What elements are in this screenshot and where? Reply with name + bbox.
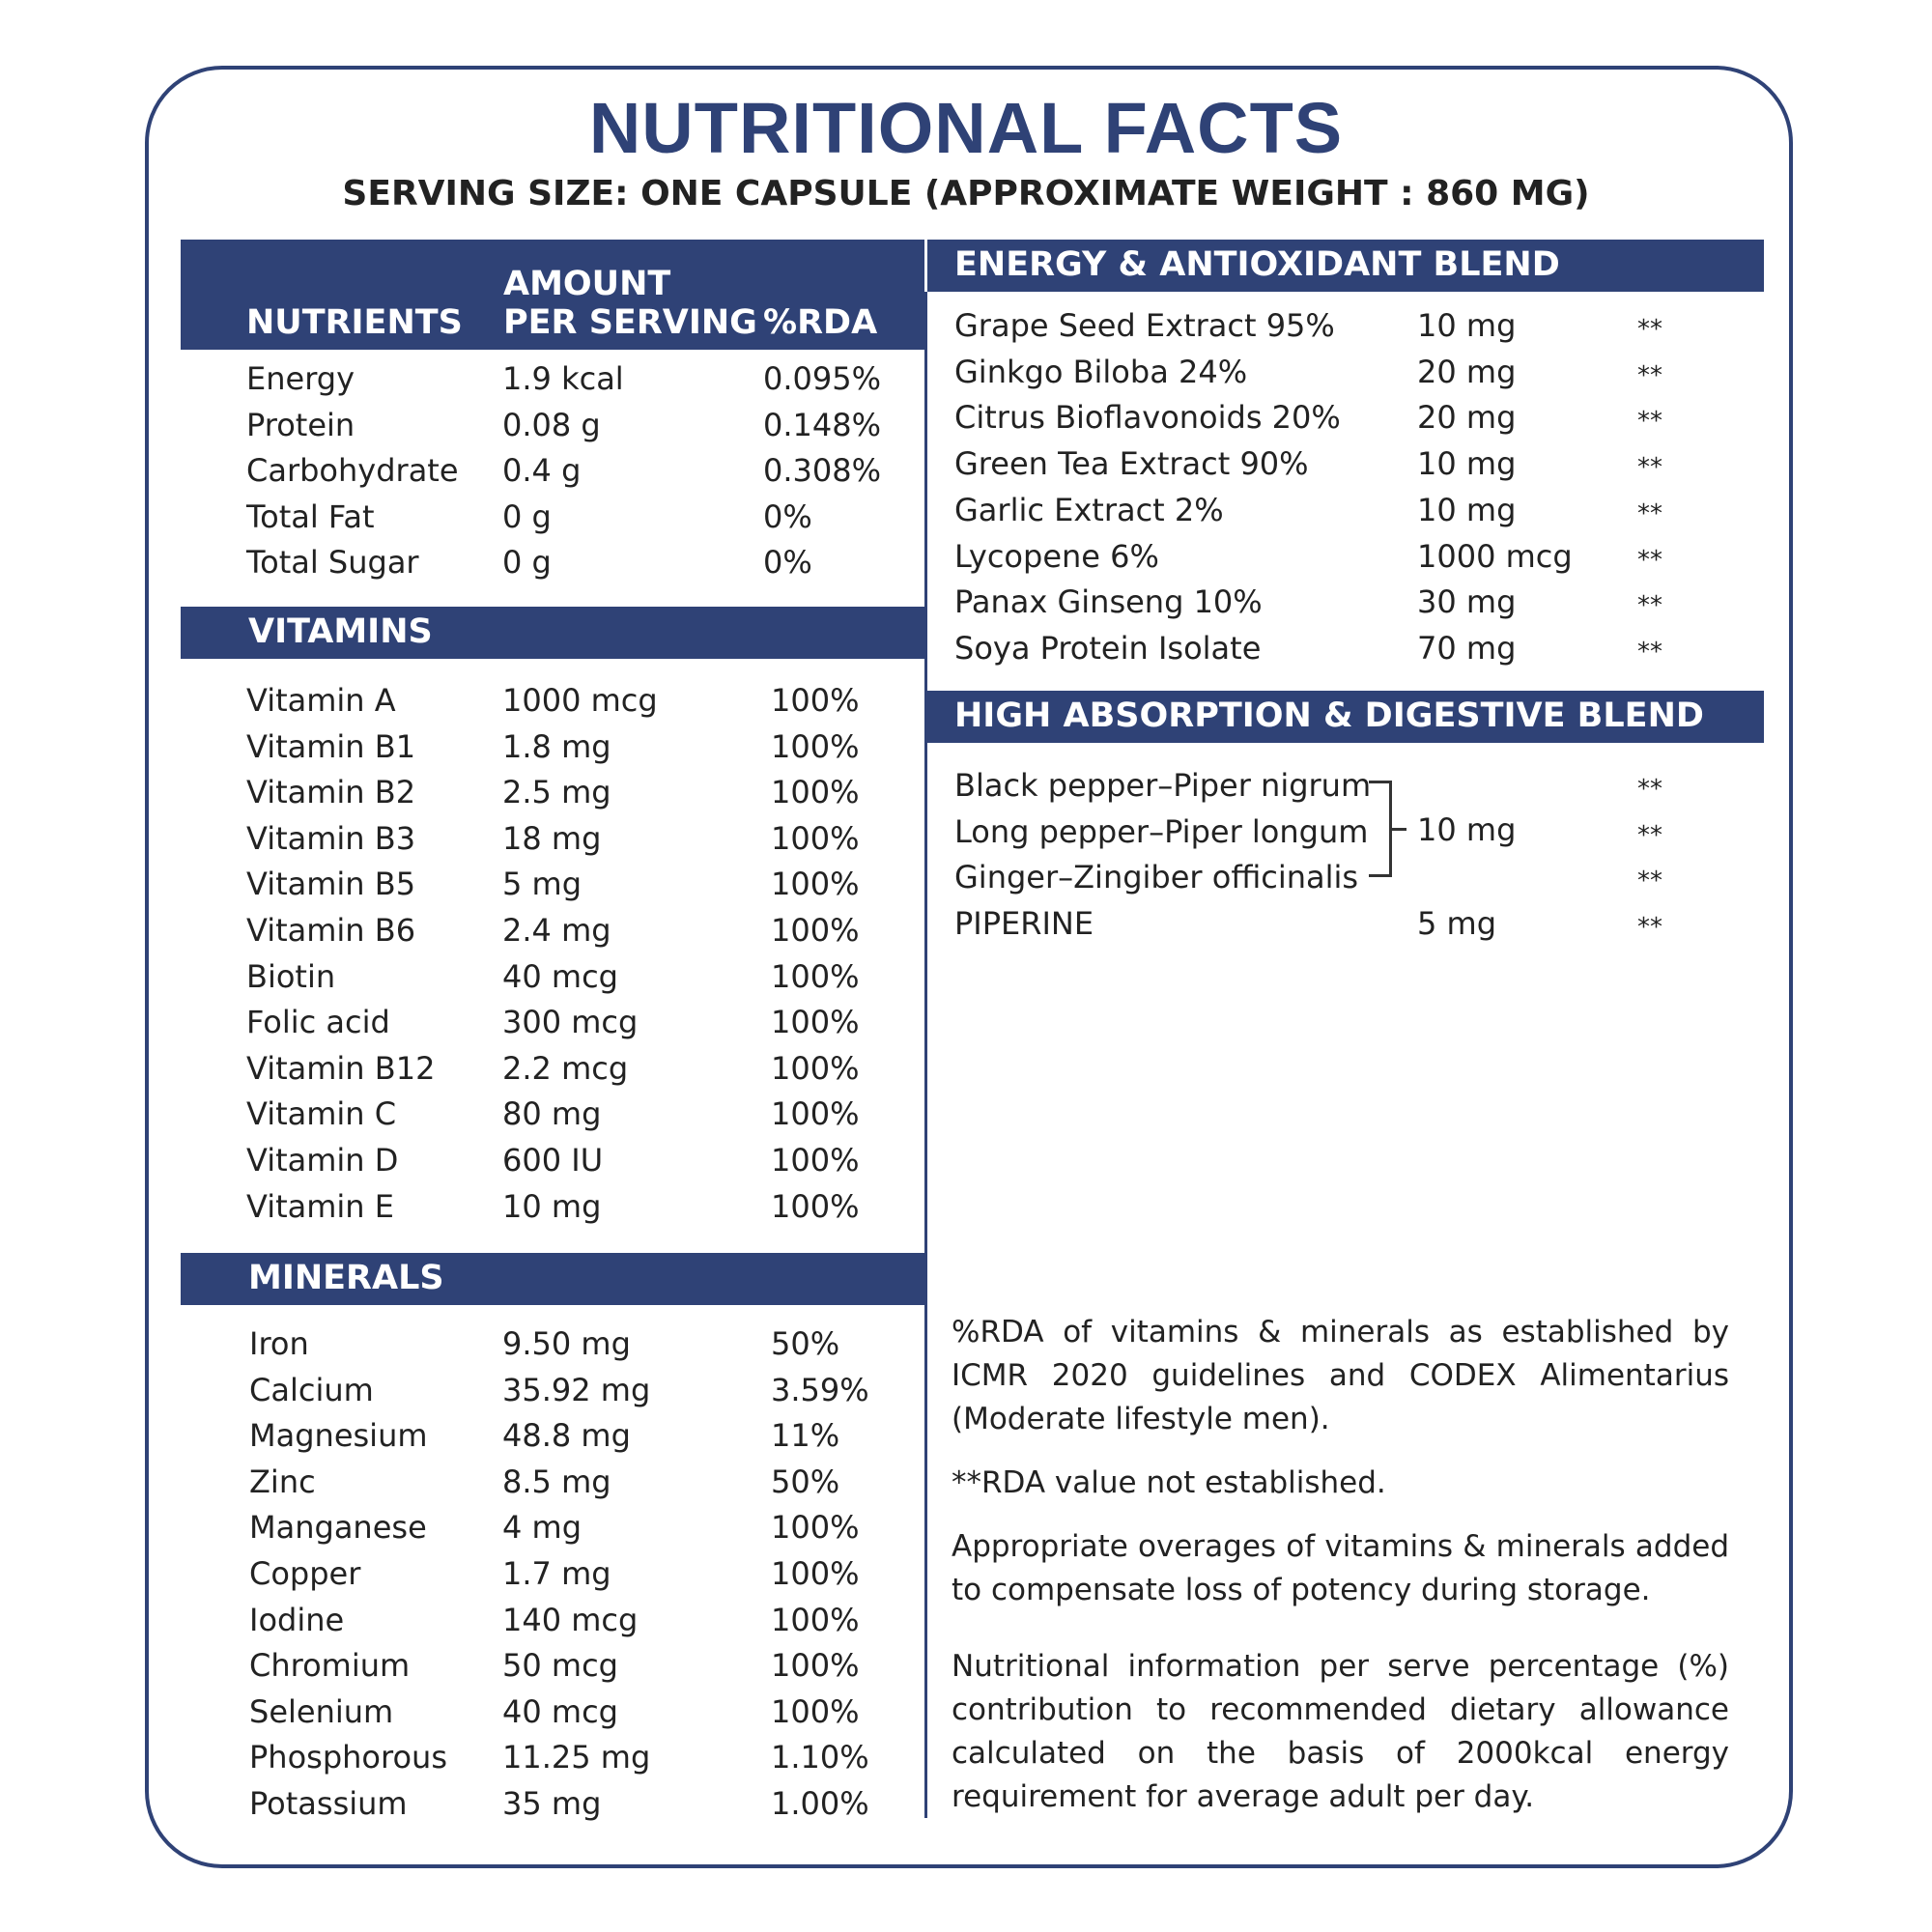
energy-blend-amount: 10 mg [1417, 307, 1517, 344]
energy-blend-name: Panax Ginseng 10% [954, 583, 1263, 621]
mineral-name: Copper [249, 1555, 361, 1592]
vitamin-amount: 2.4 mg [502, 912, 611, 949]
mineral-name: Iodine [249, 1601, 345, 1638]
mineral-rda: 3.59% [771, 1371, 869, 1408]
piperine-amount: 5 mg [1417, 905, 1497, 942]
piperine-rda: ** [1637, 913, 1662, 942]
energy-blend-name: Grape Seed Extract 95% [954, 307, 1335, 344]
group-bracket [1369, 781, 1392, 877]
vitamin-rda: 100% [771, 1004, 860, 1041]
nutrient-name: Total Sugar [246, 544, 419, 581]
mineral-name: Calcium [249, 1371, 374, 1408]
vitamin-name: Vitamin B2 [246, 774, 416, 811]
vitamin-name: Vitamin E [246, 1187, 394, 1225]
mineral-rda: 100% [771, 1509, 860, 1547]
energy-blend-amount: 10 mg [1417, 445, 1517, 483]
mineral-name: Potassium [249, 1785, 408, 1822]
group-bracket-tick [1391, 828, 1406, 831]
energy-blend-rda: ** [1637, 453, 1662, 483]
energy-blend-rda: ** [1637, 498, 1662, 528]
vitamin-rda: 100% [771, 1187, 860, 1225]
nutrient-amount: 1.9 kcal [502, 360, 624, 397]
vitamin-rda: 100% [771, 682, 860, 719]
mineral-name: Phosphorous [249, 1739, 447, 1776]
energy-blend-name: Soya Protein Isolate [954, 629, 1262, 667]
vitamin-name: Vitamin B6 [246, 912, 416, 949]
absorption-blend-rda: ** [1637, 867, 1662, 895]
vitamin-rda: 100% [771, 912, 860, 949]
mineral-rda: 100% [771, 1647, 860, 1685]
mineral-rda: 50% [771, 1325, 840, 1362]
mineral-amount: 140 mcg [502, 1601, 639, 1638]
minerals-header-label: MINERALS [248, 1259, 444, 1297]
energy-blend-header-label: ENERGY & ANTIOXIDANT BLEND [954, 245, 1560, 284]
mineral-rda: 100% [771, 1692, 860, 1730]
vitamin-name: Vitamin C [246, 1095, 397, 1133]
vitamins-header-label: VITAMINS [248, 612, 433, 651]
amount-col-header-line1: AMOUNT [503, 265, 671, 303]
vitamin-name: Vitamin B5 [246, 866, 416, 903]
energy-blend-rda: ** [1637, 407, 1662, 437]
mineral-amount: 50 mcg [502, 1647, 618, 1685]
vitamin-amount: 2.5 mg [502, 774, 611, 811]
mineral-name: Chromium [249, 1647, 411, 1685]
vitamin-rda: 100% [771, 774, 860, 811]
vitamin-amount: 10 mg [502, 1187, 602, 1225]
energy-blend-rda: ** [1637, 545, 1662, 575]
absorption-blend-header [927, 691, 1764, 743]
rda-col-header: %RDA [763, 303, 878, 342]
mineral-rda: 11% [771, 1417, 840, 1455]
nutrient-rda: 0.095% [763, 360, 882, 397]
energy-blend-name: Ginkgo Biloba 24% [954, 353, 1248, 390]
mineral-amount: 8.5 mg [502, 1463, 611, 1500]
absorption-blend-header-label: HIGH ABSORPTION & DIGESTIVE BLEND [954, 696, 1704, 735]
energy-blend-rda: ** [1637, 315, 1662, 344]
vitamin-amount: 2.2 mcg [502, 1049, 629, 1087]
energy-blend-amount: 1000 mcg [1417, 537, 1573, 575]
vitamin-amount: 40 mcg [502, 957, 618, 995]
mineral-amount: 48.8 mg [502, 1417, 631, 1455]
energy-blend-amount: 20 mg [1417, 399, 1517, 437]
mineral-amount: 35 mg [502, 1785, 602, 1822]
mineral-rda: 100% [771, 1601, 860, 1638]
vitamins-header [181, 607, 924, 659]
vitamin-rda: 100% [771, 727, 860, 765]
absorption-blend-name: Long pepper–Piper longum [954, 812, 1369, 850]
vitamin-amount: 80 mg [502, 1095, 602, 1133]
vitamin-amount: 18 mg [502, 819, 602, 857]
vitamin-amount: 300 mcg [502, 1004, 639, 1041]
nutrients-header [181, 240, 924, 350]
absorption-blend-name: Black pepper–Piper nigrum [954, 767, 1372, 804]
nutrient-name: Carbohydrate [246, 452, 459, 489]
absorption-blend-name: Ginger–Zingiber officinalis [954, 859, 1359, 895]
piperine-name: PIPERINE [954, 905, 1094, 942]
nutrient-name: Energy [246, 360, 355, 397]
energy-blend-amount: 10 mg [1417, 491, 1517, 528]
vitamin-name: Folic acid [246, 1004, 390, 1041]
serving-size: SERVING SIZE: ONE CAPSULE (APPROXIMATE WEIGHT : 860 MG) [342, 174, 1590, 213]
vitamin-rda: 100% [771, 1095, 860, 1133]
vitamin-amount: 1000 mcg [502, 682, 658, 719]
mineral-amount: 4 mg [502, 1509, 582, 1547]
mineral-amount: 35.92 mg [502, 1371, 651, 1408]
nutrient-amount: 0.4 g [502, 452, 582, 489]
nutrients-col-header: NUTRIENTS [246, 303, 463, 342]
minerals-header [181, 1253, 924, 1305]
mineral-name: Magnesium [249, 1417, 428, 1455]
energy-blend-amount: 70 mg [1417, 629, 1517, 667]
mineral-name: Manganese [249, 1509, 427, 1547]
energy-blend-name: Green Tea Extract 90% [954, 445, 1309, 483]
mineral-amount: 1.7 mg [502, 1555, 611, 1592]
energy-blend-rda: ** [1637, 637, 1662, 667]
energy-blend-name: Lycopene 6% [954, 537, 1159, 575]
mineral-name: Iron [249, 1325, 309, 1362]
note-rda-source: %RDA of vitamins & minerals as established by ICMR 2020 guidelines and CODEX Alimentarius (Moderate lifestyle men). [952, 1315, 1729, 1436]
nutrient-amount: 0 g [502, 497, 552, 535]
nutrient-name: Total Fat [246, 497, 375, 535]
mineral-rda: 1.00% [771, 1785, 869, 1822]
vitamin-name: Vitamin A [246, 682, 396, 719]
mineral-amount: 11.25 mg [502, 1739, 651, 1776]
energy-blend-header [927, 240, 1764, 292]
energy-blend-amount: 20 mg [1417, 353, 1517, 390]
energy-blend-rda: ** [1637, 360, 1662, 390]
vitamin-name: Vitamin B12 [246, 1049, 436, 1087]
vitamin-name: Vitamin B3 [246, 819, 416, 857]
mineral-name: Selenium [249, 1692, 394, 1730]
nutrient-rda: 0% [763, 497, 812, 535]
amount-col-header-line2: PER SERVING [503, 303, 757, 342]
nutrient-amount: 0.08 g [502, 406, 601, 443]
vitamin-amount: 5 mg [502, 866, 582, 903]
vitamin-rda: 100% [771, 866, 860, 903]
mineral-amount: 9.50 mg [502, 1325, 631, 1362]
mineral-rda: 50% [771, 1463, 840, 1500]
vitamin-amount: 600 IU [502, 1142, 604, 1179]
vitamin-rda: 100% [771, 819, 860, 857]
mineral-amount: 40 mcg [502, 1692, 618, 1730]
grouped-amount: 10 mg [1417, 811, 1517, 848]
note-calculation-basis: Nutritional information per serve percentage (%) contribution to recommended dietary allowance calculated on the basis of 2000kcal energy requirement for average adult per day. [952, 1649, 1729, 1814]
absorption-blend-rda: ** [1637, 775, 1662, 804]
note-overages: Appropriate overages of vitamins & minerals added to compensate loss of potency during storage. [952, 1529, 1729, 1607]
energy-blend-rda: ** [1637, 591, 1662, 621]
mineral-rda: 1.10% [771, 1739, 869, 1776]
energy-blend-name: Garlic Extract 2% [954, 491, 1224, 528]
page-title: NUTRITIONAL FACTS [588, 88, 1344, 168]
energy-blend-name: Citrus Bioflavonoids 20% [954, 399, 1341, 437]
nutrient-rda: 0.308% [763, 452, 882, 489]
nutrient-rda: 0.148% [763, 406, 882, 443]
absorption-blend-rda: ** [1637, 820, 1662, 850]
nutrient-name: Protein [246, 406, 355, 443]
vitamin-amount: 1.8 mg [502, 727, 611, 765]
energy-blend-amount: 30 mg [1417, 583, 1517, 621]
note-rda-not-established: **RDA value not established. [952, 1465, 1386, 1500]
vitamin-name: Biotin [246, 957, 336, 995]
mineral-name: Zinc [249, 1463, 316, 1500]
vitamin-rda: 100% [771, 957, 860, 995]
nutrient-rda: 0% [763, 544, 812, 581]
vitamin-name: Vitamin B1 [246, 727, 416, 765]
vitamin-rda: 100% [771, 1142, 860, 1179]
vitamin-rda: 100% [771, 1049, 860, 1087]
mineral-rda: 100% [771, 1555, 860, 1592]
column-divider [924, 292, 927, 1818]
vitamin-name: Vitamin D [246, 1142, 399, 1179]
nutrient-amount: 0 g [502, 544, 552, 581]
